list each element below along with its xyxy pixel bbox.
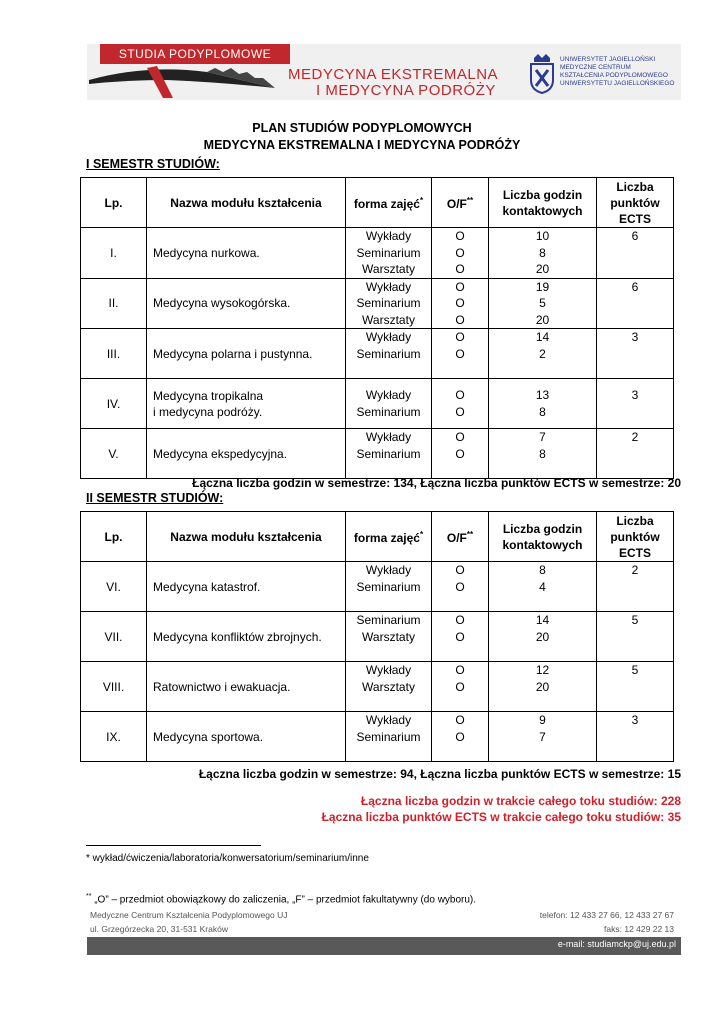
header-tag: STUDIA PODYPLOMOWE: [100, 44, 290, 64]
table-header-row: [81, 178, 674, 228]
footnote-divider: [86, 845, 261, 846]
header-line2: I MEDYCYNA PODRÓŻY: [316, 82, 496, 99]
col-name: Nazwa modułu kształcenia: [147, 512, 346, 562]
col-ects: Liczba punktów ECTS: [597, 512, 674, 562]
col-lp: Lp.: [81, 178, 147, 228]
table-row: II. Medycyna wysokogórska. Wykłady Seminarium Warsztaty O O O 19 5 20 6: [81, 278, 674, 329]
col-ects: Liczba punktów ECTS: [597, 178, 674, 228]
table-row: VII. Medycyna konfliktów zbrojnych. Seminarium Warsztaty O O 14 20 5: [81, 612, 674, 662]
semester1-summary: Łączna liczba godzin w semestrze: 134, Łączna liczba punktów ECTS w semestrze: 20: [192, 476, 681, 490]
footer-email: e-mail: studiamckp@uj.edu.pl: [557, 939, 676, 949]
table-row: I. Medycyna nurkowa. Wykłady Seminarium Warsztaty O O O 10 8 20 6: [81, 228, 674, 279]
ice-axe-icon: [87, 58, 287, 100]
total-ects: Łączna liczba punktów ECTS w trakcie całego toku studiów: 35: [321, 810, 681, 824]
table-row: IV. Medycyna tropikalna i medycyna podróży. Wykłady Seminarium O O 13 8 3: [81, 379, 674, 429]
semester2-label: II SEMESTR STUDIÓW:: [86, 491, 224, 505]
footer-address: ul. Grzegórzecka 20, 31-531 Kraków: [90, 924, 228, 934]
footnote-1: * wykład/ćwiczenia/laboratoria/konwersatorium/seminarium/inne: [86, 853, 369, 864]
header-line1: MEDYCYNA EKSTREMALNA: [288, 66, 499, 83]
footer-phone: telefon: 12 433 27 66, 12 433 27 67: [539, 910, 674, 920]
col-hours: Liczba godzin kontaktowych: [489, 512, 597, 562]
footer-fax: faks: 12 429 22 13: [604, 924, 674, 934]
semester2-table: [80, 511, 674, 762]
total-hours: Łączna liczba godzin w trakcie całego toku studiów: 228: [360, 794, 681, 808]
table-header-row: [81, 512, 674, 562]
semester1-table: [80, 177, 674, 479]
col-lp: Lp.: [81, 512, 147, 562]
page-subtitle: MEDYCYNA EKSTREMALNA I MEDYCYNA PODRÓŻY: [203, 138, 521, 152]
semester1-label: I SEMESTR STUDIÓW:: [86, 157, 220, 171]
col-form: forma zajęć*: [346, 512, 432, 562]
col-of: O/F**: [432, 512, 489, 562]
table-row: V. Medycyna ekspedycyjna. Wykłady Seminarium O O 7 8 2: [81, 429, 674, 479]
footnote-2: ** „O” – przedmiot obowiązkowy do zaliczenia, „F” – przedmiot fakultatywny (do wyboru).: [86, 893, 477, 906]
table-row: VI. Medycyna katastrof. Wykłady Seminarium O O 8 4 2: [81, 562, 674, 612]
table-row: VIII. Ratownictwo i ewakuacja. Wykłady Warsztaty O O 12 20 5: [81, 662, 674, 712]
col-hours: Liczba godzin kontaktowych: [489, 178, 597, 228]
col-of: O/F**: [432, 178, 489, 228]
university-name: UNIWERSYTET JAGIELLOŃSKI MEDYCZNE CENTRUM KSZTAŁCENIA PODYPLOMOWEGO UNIWERSYTETU JAGIELLOŃSKIEGO: [560, 56, 675, 87]
table-row: IX. Medycyna sportowa. Wykłady Seminarium O O 9 7 3: [81, 712, 674, 762]
semester2-summary: Łączna liczba godzin w semestrze: 94, Łączna liczba punktów ECTS w semestrze: 15: [198, 767, 681, 781]
footer-org: Medyczne Centrum Kształcenia Podyplomowego UJ: [90, 910, 288, 920]
page-title: PLAN STUDIÓW PODYPLOMOWYCH: [252, 121, 472, 135]
table-row: III. Medycyna polarna i pustynna. Wykłady Seminarium O O 14 2 3: [81, 329, 674, 379]
col-form: forma zajęć*: [346, 178, 432, 228]
university-crest-icon: [528, 50, 556, 94]
col-name: Nazwa modułu kształcenia: [147, 178, 346, 228]
